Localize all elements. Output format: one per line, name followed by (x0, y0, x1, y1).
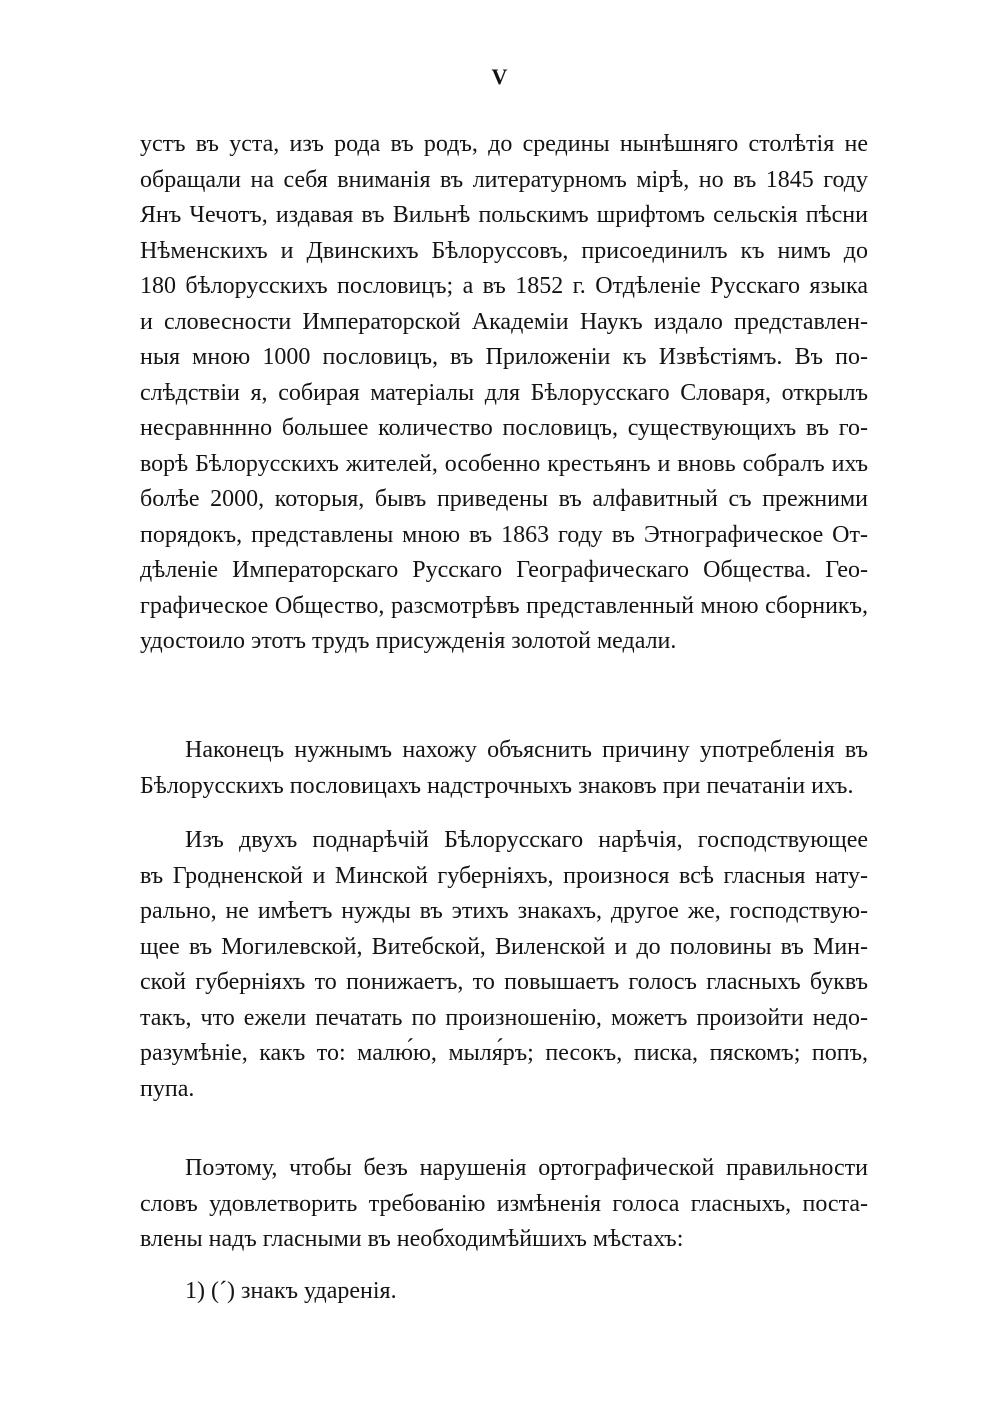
text-line: и словесности Императорской Академіи Наукъ издало представлен- (140, 308, 868, 335)
paragraph-4 (140, 1151, 868, 1258)
text-line: 180 бѣлорусскихъ пословицъ; а въ 1852 г. Отдѣленіе Русскаго языка (140, 273, 868, 299)
text-line: устъ въ уста, изъ рода въ родъ, до средины нынѣшняго столѣтія не (140, 131, 868, 157)
text-line: Нѣменскихъ и Двинскихъ Бѣлоруссовъ, присоединилъ къ нимъ до (140, 237, 868, 264)
text-line: ской губерніяхъ то понижаетъ, то повышаетъ голосъ гласныхъ буквъ (140, 969, 868, 995)
text-line: ворѣ Бѣлорусскихъ жителей, особенно крестьянъ и вновь собралъ ихъ (140, 450, 868, 477)
text-line: обращали на себя вниманія въ литературномъ мірѣ, но въ 1845 году (140, 166, 868, 193)
text-line: Янъ Чечотъ, издавая въ Вильнѣ польскимъ шрифтомъ сельскія пѣсни (140, 202, 868, 228)
text-line: Бѣлорусскихъ пословицахъ надстрочныхъ знаковъ при печатаніи ихъ. (140, 772, 854, 799)
text-line: словъ удовлетворить требованію измѣненія голоса гласныхъ, поста- (140, 1190, 868, 1217)
text-line: удостоило этотъ трудъ присужденія золотой медали. (140, 628, 677, 654)
paragraph-5 (140, 1274, 868, 1310)
text-line: такъ, что ежели печатать по произношенію, можетъ произойти недо- (140, 1004, 868, 1031)
paragraph-3 (140, 823, 868, 1107)
text-line: въ Гродненской и Минской губерніяхъ, произнося всѣ гласныя нату- (140, 862, 868, 889)
paragraph-2 (140, 733, 868, 804)
text-line: Наконецъ нужнымъ нахожу объяснить причину употребленія въ (185, 737, 868, 763)
text-line: Изъ двухъ поднарѣчій Бѣлорусскаго нарѣчія, господствующее (185, 827, 868, 853)
text-line: Поэтому, чтобы безъ нарушенія ортографической правильности (185, 1155, 868, 1181)
text-line: пупа. (140, 1075, 195, 1102)
text-line: слѣдствіи я, собирая матеріалы для Бѣлорусскаго Словаря, открылъ (140, 379, 868, 406)
text-line: дѣленіе Императорскаго Русскаго Географическаго Общества. Гео- (140, 557, 868, 583)
text-line: влены надъ гласными въ необходимѣйшихъ мѣстахъ: (140, 1226, 684, 1252)
page-number: V (491, 64, 509, 89)
text-line: порядокъ, представлены мною въ 1863 году въ Этнографическое От- (140, 521, 868, 548)
text-line: ныя мною 1000 пословицъ, въ Приложеніи къ Извѣстіямъ. Въ по- (140, 344, 868, 370)
text-line: рально, не имѣетъ нужды въ этихъ знакахъ, другое же, господствую- (140, 898, 868, 924)
paragraph-1 (140, 127, 868, 660)
list-item: 1) (ˊ) знакъ ударенія. (185, 1278, 397, 1304)
text-line: болѣе 2000, которыя, бывъ приведены въ алфавитный съ прежними (140, 486, 868, 512)
text-line: графическое Общество, разсмотрѣвъ представленный мною сборникъ, (140, 592, 868, 619)
text-line: несравнннно большее количество пословицъ, существующихъ въ го- (140, 415, 868, 441)
text-line: щее въ Могилевской, Витебской, Виленской и до половины въ Мин- (140, 933, 868, 960)
text-line: разумѣніе, какъ то: малю́ю, мыля́ръ; песокъ, писка, пяскомъ; попъ, (140, 1040, 868, 1066)
